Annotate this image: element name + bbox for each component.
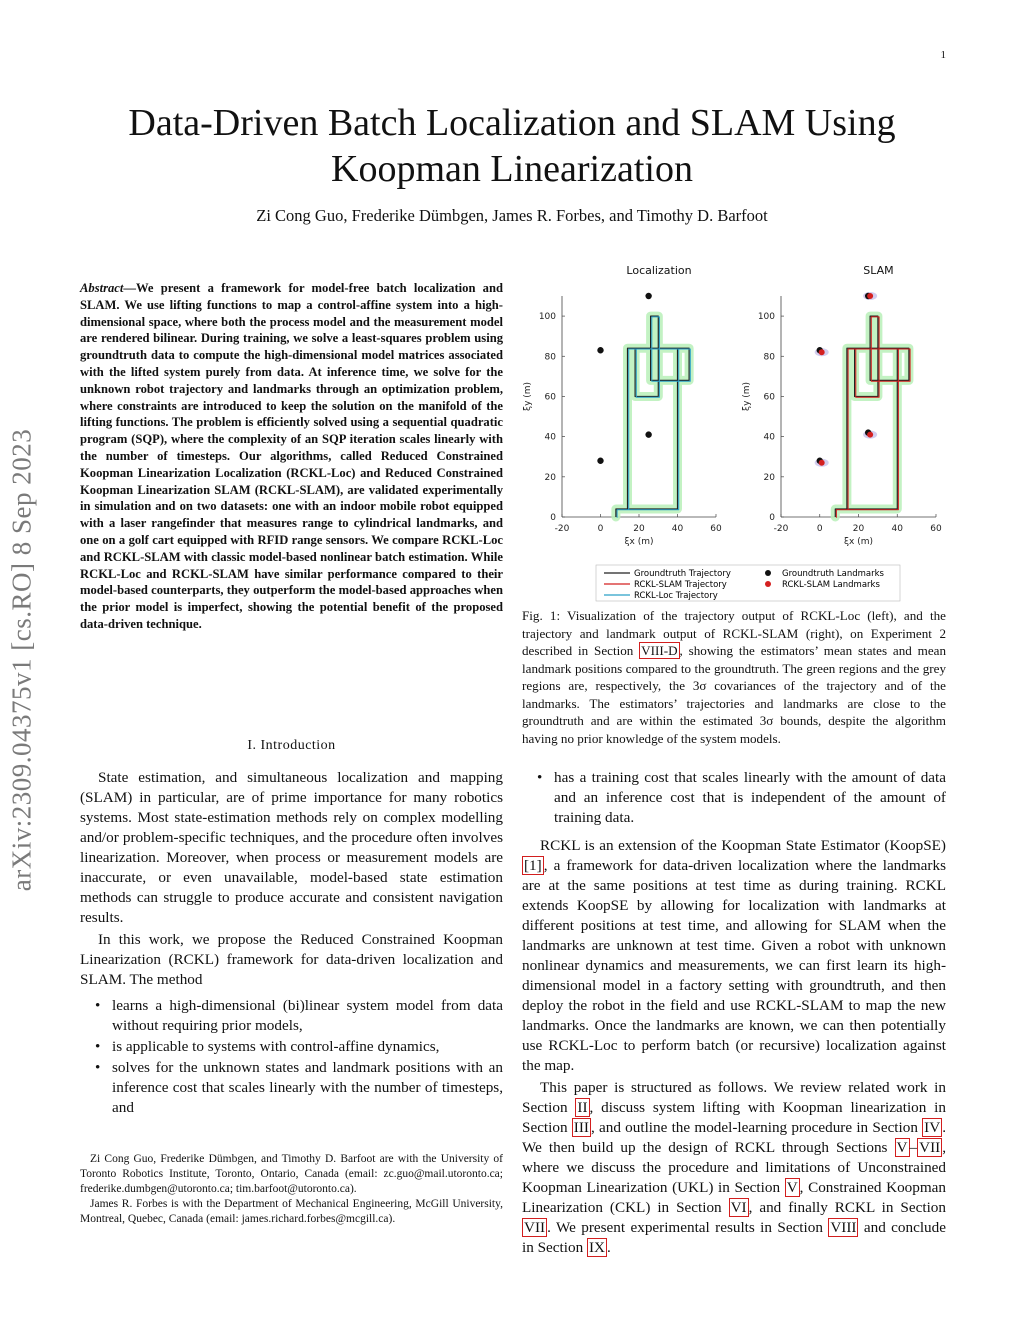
- x-tick-label: 20: [852, 524, 865, 534]
- section-link-viii[interactable]: VIII: [830, 1219, 857, 1236]
- groundtruth-landmark: [597, 347, 603, 353]
- x-tick-label: -20: [773, 524, 789, 534]
- y-tick-label: 100: [538, 312, 556, 323]
- intro-paragraph-1: State estimation, and simultaneous localization and mapping (SLAM) in particular, are of prime importance for many robotics systems. Most state-estimation methods rely on complex modelling and/or problem-specific techniques, and the procedure often involves linearization. Moreover, when process or measurement models are inaccurate, or even unavailable, model-based state estimation methods can struggle to produce accurate and consistent navigation results.: [80, 769, 503, 926]
- structure-text: and conclude in Section: [522, 1219, 946, 1256]
- trajectory-covariance-band: [616, 316, 689, 517]
- x-tick-label: 20: [633, 524, 645, 534]
- author-list: Zi Cong Guo, Frederike Dümbgen, James R. Forbes, and Timothy D. Barfoot: [256, 206, 768, 225]
- legend-gt-trajectory: Groundtruth Trajectory: [634, 569, 731, 579]
- x-tick-label: 0: [816, 524, 823, 534]
- figure-1: [520, 264, 950, 606]
- list-item: • has a training cost that scales linearly with the amount of data and an inference cost that is independent of the amount of training data.: [554, 768, 946, 828]
- legend-loc-trajectory: RCKL-Loc Trajectory: [634, 591, 718, 601]
- arxiv-stamp: [2, 380, 42, 940]
- y-tick-label: 0: [550, 513, 556, 523]
- citation-link-1[interactable]: [1]: [524, 857, 542, 874]
- structure-paragraph: [522, 1078, 946, 1258]
- x-tick-label: 60: [710, 524, 722, 534]
- x-axis-label: ξx (m): [844, 537, 873, 547]
- structure-text: . We then build up the design of RCKL through Sections: [522, 1119, 946, 1156]
- y-tick-label: 100: [757, 312, 775, 323]
- structure-text: .: [607, 1239, 611, 1256]
- structure-text: . We present experimental results in Section: [547, 1219, 829, 1236]
- section-link-v[interactable]: V: [786, 1179, 798, 1196]
- x-tick-label: 0: [597, 524, 604, 534]
- figure-legend: [596, 565, 900, 601]
- rckl-slam-landmark: [819, 460, 825, 466]
- structure-text: , where we discuss the procedure and limitations of Unconstrained Koopman Linearization (UKL) in Section: [522, 1139, 946, 1196]
- caption-label: Fig. 1:: [522, 608, 561, 623]
- y-axis-label: ξy (m): [523, 381, 533, 411]
- affiliation-footnotes: [80, 1152, 503, 1227]
- x-tick-label: 40: [671, 524, 684, 534]
- localization-plot: [523, 264, 722, 547]
- footnote-1: Zi Cong Guo, Frederike Dümbgen, and Timothy D. Barfoot are with the University of Toronto Robotics Institute, Toronto, Ontario, Canada (email: zc.guo@mail.utoronto.ca; frederike.dumbgen@utoronto.ca; tim.barfoot@utoronto.ca).: [80, 1153, 503, 1195]
- section-link-v[interactable]: V: [896, 1139, 908, 1156]
- structure-text: This paper is structured as follows. We review related work in Section: [522, 1079, 946, 1116]
- section-link-ix[interactable]: IX: [588, 1239, 605, 1256]
- y-tick-label: 20: [544, 472, 556, 483]
- figure-1-caption: [522, 607, 946, 747]
- y-tick-label: 80: [763, 352, 775, 363]
- koopse-paragraph: [522, 836, 946, 1076]
- x-tick-label: 40: [891, 524, 903, 534]
- legend-gt-landmarks: Groundtruth Landmarks: [782, 569, 884, 579]
- plot-title: SLAM: [863, 264, 894, 277]
- footnote-2: James R. Forbes is with the Department of Mechanical Engineering, McGill University, Montreal, Quebec, Canada (email: james.richard.forbes@mcgill.ca).: [80, 1198, 503, 1225]
- section-link-vii[interactable]: VII: [919, 1139, 941, 1156]
- figure-1-plots: [520, 264, 950, 606]
- section-link-iii[interactable]: III: [573, 1119, 589, 1136]
- section-link-viii-d[interactable]: VIII-D: [641, 643, 678, 658]
- legend-slam-trajectory: RCKL-SLAM Trajectory: [634, 580, 727, 590]
- y-tick-label: 20: [763, 472, 775, 483]
- koopse-text-a: RCKL is an extension of the Koopman State Estimator (KoopSE): [540, 837, 946, 854]
- right-column-body: [522, 768, 946, 1258]
- list-item: • learns a high-dimensional (bi)linear system model from data without requiring prior models,: [112, 996, 503, 1036]
- groundtruth-landmark: [645, 293, 651, 299]
- legend-slam-landmarks: RCKL-SLAM Landmarks: [782, 580, 880, 590]
- section-link-ii[interactable]: II: [577, 1099, 588, 1116]
- section-link-vii[interactable]: VII: [524, 1219, 546, 1236]
- structure-text: , Constrained Koopman Linearization (CKL) in Section: [522, 1179, 946, 1216]
- contribution-list: [80, 996, 503, 1118]
- structure-text: –: [909, 1139, 918, 1156]
- rckl-slam-landmark: [867, 293, 873, 299]
- legend-swatch-slam-landmarks: [765, 581, 771, 587]
- legend-swatch-gt-landmarks: [765, 570, 771, 576]
- section-heading-introduction: I. Introduction: [247, 738, 336, 753]
- y-tick-label: 0: [769, 513, 775, 523]
- x-tick-label: 60: [930, 524, 942, 534]
- y-tick-label: 40: [544, 432, 556, 443]
- x-axis-label: ξx (m): [624, 537, 654, 547]
- paper-title: Data-Driven Batch Localization and SLAM Using Koopman Linearization: [128, 102, 896, 190]
- arxiv-stamp-text: arXiv:2309.04375v1 [cs.RO] 8 Sep 2023: [6, 428, 37, 892]
- y-tick-label: 60: [544, 392, 556, 403]
- structure-text: , and finally RCKL in Section: [748, 1199, 946, 1216]
- list-item: • is applicable to systems with control-affine dynamics,: [112, 1037, 503, 1057]
- rckl-slam-landmark: [819, 349, 825, 355]
- plot-title: Localization: [626, 264, 692, 277]
- y-tick-label: 80: [544, 352, 556, 363]
- section-link-vi[interactable]: VI: [730, 1199, 747, 1216]
- y-axis-label: ξy (m): [742, 381, 752, 411]
- caption-text-b: , showing the estimators’ mean states and mean landmark positions compared to the groundtruth. The green regions and the grey regions are, respectively, the 3σ covariances of the trajectory and of the landmarks. The estimators’ trajectories and landmarks are close to the groundtruth and are within the estimated 3σ bounds, despite the algorithm having no prior knowledge of the system models.: [522, 643, 946, 746]
- y-tick-label: 40: [763, 432, 775, 443]
- list-item: • solves for the unknown states and landmark positions with an inference cost that scales linearly with the number of timesteps, and: [112, 1058, 503, 1118]
- caption-text-a: Visualization of the trajectory output of RCKL-Loc (left), and the trajectory and landmark output of RCKL-SLAM (right), on Experiment 2 described in Section: [522, 608, 946, 658]
- contribution-list-continued: [522, 768, 946, 828]
- y-tick-label: 60: [763, 392, 775, 403]
- abstract-label: Abstract: [80, 281, 124, 295]
- groundtruth-landmark: [597, 458, 603, 464]
- abstract: [80, 280, 503, 633]
- x-tick-label: -20: [554, 524, 570, 534]
- abstract-text: —We present a framework for model-free batch localization and SLAM. We use lifting functions to map a control-affine system into a high-dimensional space, where both the process model and the measurement model are rendered bilinear. During training, we solve a least-squares problem using groundtruth data to compute the high-dimensional model matrices associated with the lifted system purely from data. At inference time, we solve for the unknown robot trajectory and landmarks through an optimization problem, where constraints are introduced to keep the solution on the manifold of the lifting functions. The problem is efficiently solved using a sequential quadratic program (SQP), where the complexity of an SQP iteration scales linearly with the number of timesteps. Our algorithms, called Reduced Constrained Koopman Linearization Localization (RCKL-Loc) and Reduced Constrained Koopman Linearization SLAM (RCKL-SLAM), are validated experimentally in simulation and on two datasets: one with an indoor mobile robot equipped with a laser rangefinder that measures range to cylindrical landmarks, and one on a golf cart equipped with RFID range sensors. We compare RCKL-Loc and RCKL-SLAM with classic model-based nonlinear batch estimation. While RCKL-Loc and RCKL-SLAM have similar performance compared to their model-based counterparts, they outperform the model-based approaches when the prior model is imperfect, showing the potential benefit of the proposed data-driven technique.: [80, 281, 503, 631]
- section-link-iv[interactable]: IV: [924, 1119, 941, 1136]
- structure-text: , and outline the model-learning procedure in Section: [590, 1119, 923, 1136]
- koopse-text-b: , a framework for data-driven localization where the landmarks are at the same positions at test time as during training. RCKL extends KoopSE by allowing for localization with landmarks at different positions at test time, and allowing for SLAM when the landmarks are unknown at test time. Given a robot with unknown nonlinear dynamics and measurements, we can first learn its high-dimensional model in a factory setting with groundtruth, and then deploy the robot in the field and use RCKL-SLAM to map the new landmarks. Once the landmarks are known, we can then potentially use RCKL-Loc to perform batch (or recursive) localization against the map.: [522, 857, 946, 1074]
- structure-text: , discuss system lifting with Koopman linearization in Section: [522, 1099, 946, 1136]
- groundtruth-landmark: [645, 431, 651, 437]
- rckl-slam-landmark: [867, 432, 873, 438]
- intro-paragraph-2: In this work, we propose the Reduced Constrained Koopman Linearization (RCKL) framework for data-driven localization and SLAM. The method: [80, 931, 503, 988]
- slam-plot: [742, 264, 942, 547]
- introduction-body: [80, 768, 503, 1119]
- page-number: 1: [940, 49, 946, 61]
